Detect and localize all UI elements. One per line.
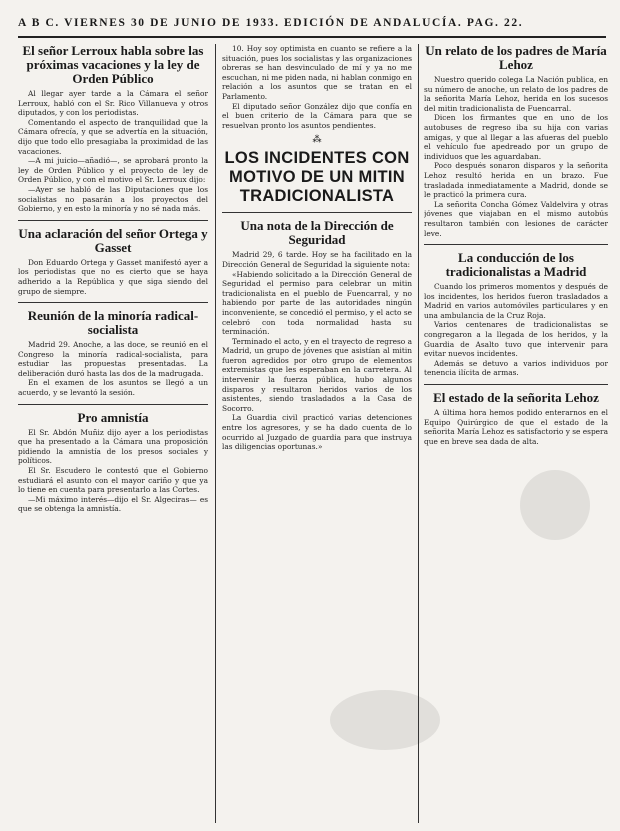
masthead: A B C. VIERNES 30 DE JUNIO DE 1933. EDICIÓN DE ANDALUCÍA. PAG. 22. [18,10,606,38]
ornament: ⁂ [312,135,322,146]
article-paragraph: Comentando el aspecto de tranquilidad que la Cámara ofrecía, y que se advertía en la situación, dijo que todo ello presagiaba la proximidad de las vacaciones. [18,117,208,156]
article-paragraph: El Sr. Escudero le contestó que el Gobierno estudiará el asunto con el mayor cariño y que ya lo tiene en cuenta para presentarlo a las Cortes. [18,466,208,495]
column-1 [18,44,208,823]
article-paragraph: Varios centenares de tradicionalistas se congregaron a la llegada de los heridos, y la Guardia de Asalto tuvo que intervenir para evitar nuevos incidentes. [424,320,608,359]
article-paragraph: En el examen de los asuntos se llegó a un acuerdo, y se levantó la sesión. [18,378,208,398]
divider [424,384,608,385]
article-paragraph: Madrid 29, 6 tarde. Hoy se ha facilitado en la Dirección General de Seguridad la siguiente nota: [222,250,412,269]
column-3 [424,44,608,823]
article-headline: Pro amnistía [77,409,149,425]
article-paragraph: —A mi juicio—añadió—, se aprobará pronto la ley de Orden Público y el proyecto de ley de Orden Público, y con el motivo el Sr. Lerroux dijo: [18,156,208,185]
article-paragraph: Terminado el acto, y en el trayecto de regreso a Madrid, un grupo de jóvenes que asistían al mitin fueron agredidos por otro grupo de elementos extremistas que les esperaban en la carretera. Al intervenir la fuerza pública, hubo algunos disparos y resultaron heridos varios de los asistentes, siendo trasladados a la Casa de Socorro. [222,336,412,413]
article-paragraph: La señorita Concha Gómez Valdelvira y otras jóvenes que viajaban en el mismo autobús resultaron también con lesiones de carácter leve. [424,199,608,238]
article-paragraph: El Sr. Abdón Muñiz dijo ayer a los periodistas que ha presentado a la Cámara una proposición pidiendo la amnistía de los presos sociales y políticos. [18,427,208,466]
article-paragraph: Cuando los primeros momentos y después de los incidentes, los heridos fueron trasladados a Madrid en varios automóviles particulares y en una ambulancia de la Cruz Roja. [424,282,608,320]
article-paragraph: 10. Hoy soy optimista en cuanto se refiere a la situación, pues los socialistas y las organizaciones obreras se han desvinculado de mí y ya no me escuchan, ni me piden nada, ni hablan conmigo en relación a los asuntos que se tratan en el Parlamento. [222,44,412,101]
divider [18,404,208,405]
article-headline: La conducción de los tradicionalistas a Madrid [445,250,587,280]
divider [18,220,208,221]
article-paragraph: —Mi máximo interés—dijo el Sr. Algeciras— es que se obtenga la amnistía. [18,494,208,514]
article-paragraph: —Ayer se habló de las Diputaciones que los socialistas no pasarán a los proyectos del Gobierno, y en esto la minoría y no sé nada más. [18,184,208,214]
article-headline: Una aclaración del señor Ortega y Gasset [18,225,208,255]
article-paragraph: Poco después sonaron disparos y la señorita Lehoz resultó herida en un brazo. Fue trasladada inmediatamente a Madrid, donde se le practicó la primera cura. [424,161,608,200]
main-headline: LOS INCIDENTES CON MOTIVO DE UN MITIN TRADICIONALISTA [224,149,410,206]
column-divider [215,44,216,823]
article-paragraph: Dicen los firmantes que en uno de los autobuses de regreso iba su hija con varias amigas, y que al llegar a las afueras del pueblo el vehículo fue apedreado por un grupo de individuos que les aguardaban. [424,113,608,161]
article-paragraph: La Guardia civil practicó varias detenciones entre los agresores, y se ha dado cuenta de lo ocurrido al Juzgado de guardia para que instruya las diligencias oportunas.» [222,413,412,452]
article-paragraph: Madrid 29. Anoche, a las doce, se reunió en el Congreso la minoría radical-socialista, para estudiar las propuestas presentadas. La deliberación duró hasta las dos de la madrugada. [18,340,208,378]
article-paragraph: «Habiendo solicitado a la Dirección General de Seguridad el permiso para celebrar un mitin tradicionalista en el pueblo de Fuencarral, y no habiendo por parte de las autoridades ningún inconveniente, se concedió el permiso, y el acto se celebró con toda normalidad hasta su terminación. [222,269,412,337]
article-paragraph: Don Eduardo Ortega y Gasset manifestó ayer a los periodistas que no es cierto que se haya adherido a la República y que siga siendo del grupo de siempre. [18,257,208,296]
article-paragraph: Al llegar ayer tarde a la Cámara el señor Lerroux, habló con el Sr. Rico Villanueva y otros diputados, y con los periodistas. [18,89,208,118]
article-headline: El señor Lerroux habla sobre las próximas vacaciones y la ley de Orden Público [22,44,204,86]
ink-blot [330,690,440,750]
article-headline: El estado de la señorita Lehoz [433,390,599,406]
ink-blot [520,470,590,540]
article-paragraph: Nuestro querido colega La Nación publica, en su número de anoche, un relato de los padres de la señorita María Lehoz, herida en los sucesos del mitin tradicionalista de Fuencarral. [424,75,608,113]
article-paragraph: El diputado señor González dijo que confía en el buen criterio de la Cámara para que se resuelvan pronto los asuntos pendientes. [222,101,412,130]
divider [222,212,412,213]
article-subheadline: Una nota de la Dirección de Seguridad [240,218,394,248]
article-headline: Reunión de la minoría radical-socialista [27,308,199,338]
article-paragraph: A última hora hemos podido enterarnos en el Equipo Quirúrgico de que el estado de la señorita María Lehoz es satisfactorio y se espera que en breve sea dada de alta. [424,408,608,446]
divider [18,302,208,303]
article-headline: Un relato de los padres de María Lehoz [425,44,607,72]
divider [424,244,608,245]
article-paragraph: Además se detuvo a varios individuos por tenencia ilícita de armas. [424,358,608,378]
